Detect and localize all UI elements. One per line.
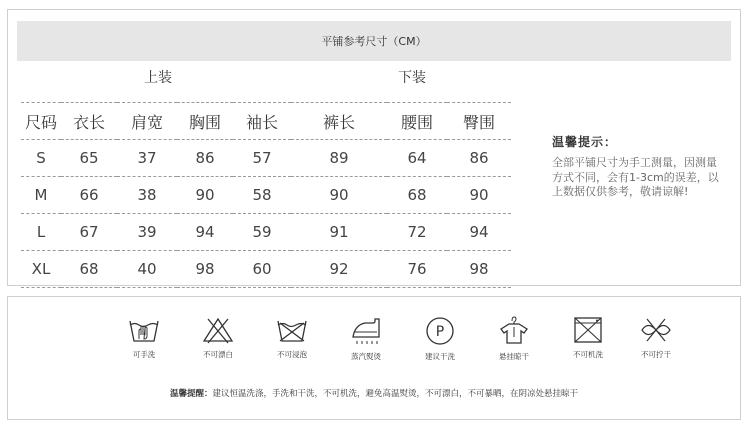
care-item-no-soak [252,315,332,360]
cell: 67 [61,214,117,251]
cell: L [21,214,61,251]
cell: 68 [387,177,447,214]
hang-dry-shade-icon [497,315,531,347]
care-note [8,387,740,399]
tips-box [552,133,722,200]
care-panel [7,296,741,420]
header-hip: 臀围 [447,103,511,140]
size-chart-title-text: 平铺参考尺寸（CM） [321,35,427,48]
no-bleach-icon [201,315,235,345]
care-item-hang-dry [474,315,554,362]
dry-clean-icon [423,315,457,347]
steam-iron-icon [349,315,383,347]
table-row [21,140,511,177]
care-item-no-wring [616,315,696,360]
care-label: 不可机洗 [573,350,603,359]
size-chart-title [17,21,731,61]
table-header-row [21,103,511,140]
care-note-title: 温馨提醒： [169,389,213,399]
cell: 72 [387,214,447,251]
no-machine-wash-icon [571,315,605,345]
care-item-no-bleach [178,315,258,360]
cell: M [21,177,61,214]
tips-title: 温馨提示： [552,135,618,149]
svg-text:P: P [435,324,445,340]
cell: 57 [233,140,291,177]
care-label: 不可拧干 [641,350,671,359]
cell: 91 [291,214,387,251]
cell: 86 [447,140,511,177]
table-row [21,177,511,214]
cell: 65 [61,140,117,177]
hand-wash-icon [127,315,161,345]
cell: 64 [387,140,447,177]
care-label: 蒸汽熨烫 [351,352,381,361]
tips-body: 全部平铺尺寸为手工测量，因测量方式不同，会有1-3cm的误差，以上数据仅供参考，敬请谅解! [552,156,719,198]
cell: 59 [233,214,291,251]
top-wear-label: 上装 [144,70,172,86]
care-label: 可手洗 [132,350,156,359]
care-item-hand-wash [104,315,184,360]
care-label: 不可浸泡 [277,350,307,359]
header-sleeve: 袖长 [233,103,291,140]
cell: 58 [233,177,291,214]
size-table [21,102,511,288]
cell: 86 [177,140,233,177]
cell: 38 [117,177,177,214]
bottom-wear-label: 下装 [398,70,426,86]
cell: 94 [177,214,233,251]
table-row [21,214,511,251]
cell: 90 [447,177,511,214]
cell: XL [21,251,61,288]
table-row [21,251,511,288]
cell: 60 [233,251,291,288]
cell: 92 [291,251,387,288]
cell: 76 [387,251,447,288]
care-note-body: 建议恒温洗涤，手洗和干洗，不可机洗，避免高温熨烫，不可漂白，不可暴晒，在阴凉处悬挂晾干 [212,389,579,399]
cell: 40 [117,251,177,288]
header-pants-length: 裤长 [291,103,387,140]
care-label: 悬挂晾干 [499,352,529,361]
header-size: 尺码 [21,103,61,140]
cell: 90 [177,177,233,214]
header-chest: 胸围 [177,103,233,140]
care-item-dry-clean [400,315,480,362]
header-shoulder: 肩宽 [117,103,177,140]
cell: 94 [447,214,511,251]
cell: 98 [177,251,233,288]
cell: 89 [291,140,387,177]
cell: 90 [291,177,387,214]
care-label: 不可漂白 [203,350,233,359]
cell: 68 [61,251,117,288]
cell: 66 [61,177,117,214]
cell: 37 [117,140,177,177]
cell: 98 [447,251,511,288]
no-soak-icon [275,315,309,345]
header-length: 衣长 [61,103,117,140]
cell: 39 [117,214,177,251]
header-waist: 腰围 [387,103,447,140]
no-wring-icon [639,315,673,345]
cell: S [21,140,61,177]
care-label: 建议干洗 [425,352,455,361]
care-item-steam-iron [326,315,406,362]
